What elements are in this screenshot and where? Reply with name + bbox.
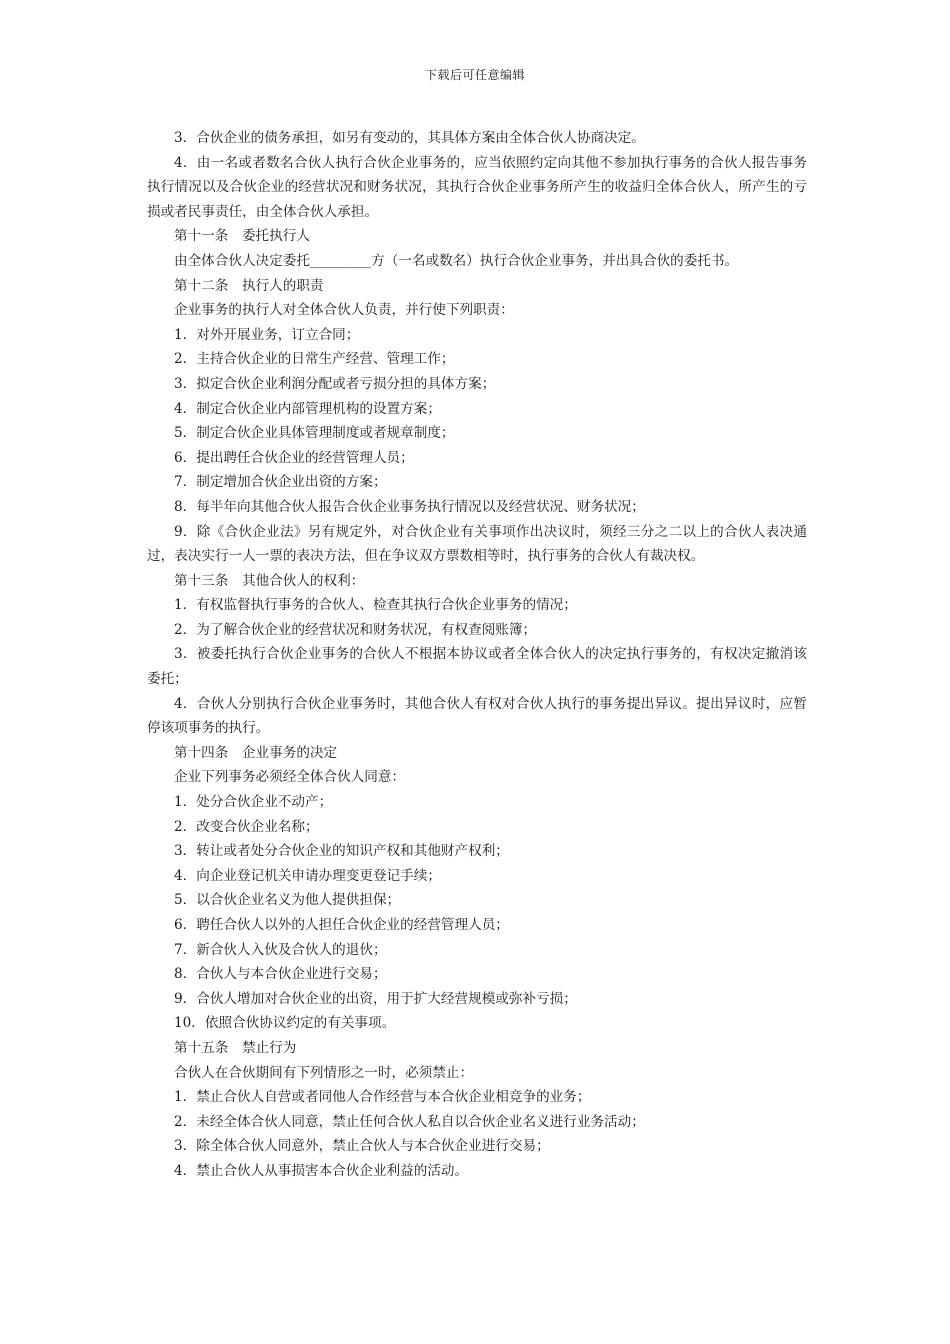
list-item: 2．为了解合伙企业的经营状况和财务状况，有权查阅账簿； [174,621,537,638]
list-item: 10．依照合伙协议约定的有关事项。 [174,1015,396,1032]
section-heading: 第十四条 企业事务的决定 [174,744,338,761]
list-item: 6．聘任合伙人以外的人担任合伙企业的经营管理人员； [174,917,509,933]
list-item: 1．对外开展业务，订立合同； [174,326,360,343]
section-heading: 第十五条 禁止行为 [174,1039,297,1056]
list-item: 6．提出聘任合伙企业的经营管理人员； [174,449,414,466]
list-item: 9．除《合伙企业法》另有规定外，对合伙企业有关事项作出决议时，须经三分之二以上的合伙人表决通过，表决实行一人一票的表决方法，但在争议双方票数相等时，执行事务的合伙人有裁决权。 [147,523,807,565]
paragraph: 合伙人在合伙期间有下列情形之一时，必须禁止： [174,1064,474,1081]
section-heading: 第十三条 其他合伙人的权利： [174,572,365,589]
list-item: 2．未经全体合伙人同意，禁止任何合伙人私自以合伙企业名义进行业务活动； [174,1113,645,1130]
list-item: 1．处分合伙企业不动产； [174,794,333,811]
list-item: 5．制定合伙企业具体管理制度或者规章制度； [174,425,455,442]
page-header: 下载后可任意编辑 [424,68,525,82]
paragraph: 由全体合伙人决定委托_________方（一名或数名）执行合伙企业事务，并出具合伙的委托书。 [174,252,739,269]
paragraph: 企业事务的执行人对全体合伙人负责，并行使下列职责： [174,302,514,319]
list-item: 4．合伙人分别执行合伙企业事务时，其他合伙人有权对合伙人执行的事务提出异议。提出异议时，应暂停该项事务的执行。 [147,695,807,737]
paragraph: 3．合伙企业的债务承担，如另有变动的，其具体方案由全体合伙人协商决定。 [174,130,645,146]
list-item: 3．被委托执行合伙企业事务的合伙人不根据本协议或者全体合伙人的决定执行事务的，有权决定撤消该委托； [147,646,807,688]
list-item: 4．禁止合伙人从事损害本合伙企业利益的活动。 [174,1162,469,1179]
paragraph: 企业下列事务必须经全体合伙人同意： [174,769,406,786]
section-heading: 第十二条 执行人的职责 [174,277,324,294]
list-item: 2．改变合伙企业名称； [174,818,319,835]
list-item: 5．以合伙企业名义为他人提供担保； [174,892,401,909]
list-item: 1．有权监督执行事务的合伙人、检查其执行合伙企业事务的情况； [174,597,577,614]
document-body [147,126,807,1184]
list-item: 8．每半年向其他合伙人报告合伙企业事务执行情况以及经营状况、财务状况； [174,498,645,515]
section-heading: 第十一条 委托执行人 [174,228,310,245]
paragraph: 4．由一名或者数名合伙人执行合伙企业事务的，应当依照约定向其他不参加执行事务的合伙人报告事务执行情况以及合伙企业的经营状况和财务状况，其执行合伙企业事务所产生的收益归全体合伙人，所产生的亏损或者民事责任，由全体合伙人承担。 [147,154,807,220]
list-item: 3．拟定合伙企业利润分配或者亏损分担的具体方案； [174,375,496,392]
list-item: 7．制定增加合伙企业出资的方案； [174,474,387,491]
list-item: 4．向企业登记机关申请办理变更登记手续； [174,867,441,884]
list-item: 3．除全体合伙人同意外，禁止合伙人与本合伙企业进行交易； [174,1138,550,1155]
list-item: 1．禁止合伙人自营或者同他人合作经营与本合伙企业相竞争的业务； [174,1089,591,1106]
list-item: 9．合伙人增加对合伙企业的出资，用于扩大经营规模或弥补亏损； [174,990,577,1007]
list-item: 7．新合伙人入伙及合伙人的退伙； [174,941,387,958]
list-item: 8．合伙人与本合伙企业进行交易； [174,966,387,983]
list-item: 4．制定合伙企业内部管理机构的设置方案； [174,400,441,417]
list-item: 3．转让或者处分合伙企业的知识产权和其他财产权利； [174,843,509,860]
list-item: 2．主持合伙企业的日常生产经营、管理工作； [174,351,455,368]
